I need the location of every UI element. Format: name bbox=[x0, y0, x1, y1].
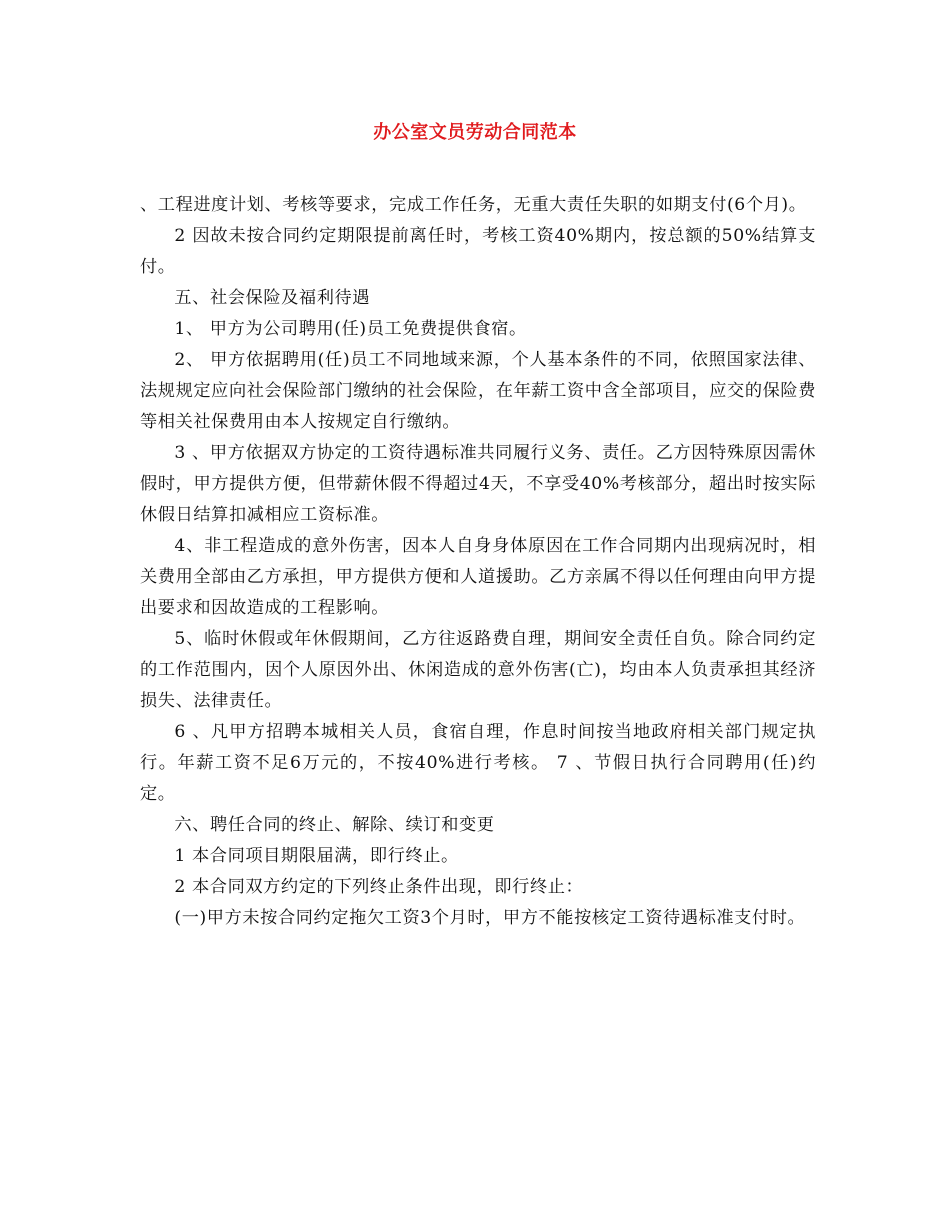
paragraph-clause-4: 4、非工程造成的意外伤害，因本人自身身体原因在工作合同期内出现病况时，相关费用全部由乙方承担，甲方提供方便和人道援助。乙方亲属不得以任何理由向甲方提出要求和因故造成的工程影响。 bbox=[140, 536, 816, 618]
section-heading-social-insurance: 五、社会保险及福利待遇 bbox=[174, 288, 371, 308]
paragraph-termination-condition-1: (一)甲方未按合同约定拖欠工资3个月时，甲方不能按核定工资待遇标准支付时。 bbox=[174, 908, 806, 928]
paragraph-termination-1: 1 本合同项目期限届满，即行终止。 bbox=[174, 846, 459, 866]
paragraph-clause-3: 3 、甲方依据双方协定的工资待遇标准共同履行义务、责任。乙方因特殊原因需休假时，甲方提供方便，但带薪休假不得超过4天，不享受40%考核部分，超出时按实际休假日结算扣减相应工资标准。 bbox=[140, 443, 816, 525]
paragraph-early-leave-settlement: 2 因故未按合同约定期限提前离任时，考核工资40%期内，按总额的50%结算支付。 bbox=[140, 226, 816, 277]
paragraph-clause-5: 5、临时休假或年休假期间，乙方往返路费自理，期间安全责任自负。除合同约定的工作范围内，因个人原因外出、休闲造成的意外伤害(亡)，均由本人负责承担其经济损失、法律责任。 bbox=[140, 629, 816, 711]
paragraph-payment-terms: 、工程进度计划、考核等要求，完成工作任务，无重大责任失职的如期支付(6个月)。 bbox=[140, 195, 807, 215]
section-heading-contract-termination: 六、聘任合同的终止、解除、续订和变更 bbox=[174, 815, 495, 835]
paragraph-clause-1: 1、 甲方为公司聘用(任)员工免费提供食宿。 bbox=[174, 319, 527, 339]
paragraph-clause-2: 2、 甲方依据聘用(任)员工不同地域来源，个人基本条件的不同，依照国家法律、法规规定应向社会保险部门缴纳的社会保险，在年薪工资中含全部项目，应交的保险费等相关社保费用由本人按规定自行缴纳。 bbox=[140, 350, 816, 432]
document-body bbox=[140, 190, 816, 934]
document-title: 办公室文员劳动合同范本 bbox=[373, 122, 577, 143]
paragraph-clause-6-7: 6 、凡甲方招聘本城相关人员，食宿自理，作息时间按当地政府相关部门规定执行。年薪工资不足6万元的，不按40%进行考核。 7 、节假日执行合同聘用(任)约定。 bbox=[140, 722, 816, 804]
paragraph-termination-2: 2 本合同双方约定的下列终止条件出现，即行终止： bbox=[174, 877, 584, 897]
